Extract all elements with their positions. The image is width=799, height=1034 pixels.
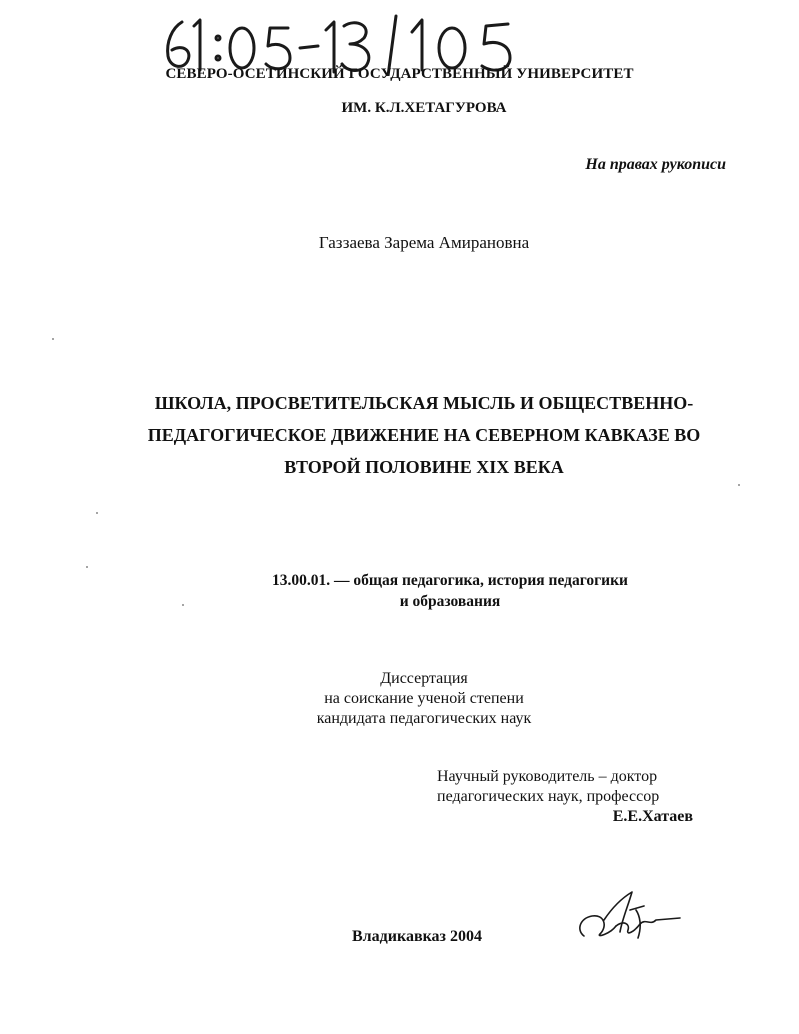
author-name: Газзаева Зарема Амирановна [318,233,530,252]
thesis-title-line-2: ПЕДАГОГИЧЕСКОЕ ДВИЖЕНИЕ НА СЕВЕРНОМ КАВКАЗЕ ВО [147,425,701,445]
degree-line-1: Диссертация [380,670,468,687]
scan-speck [86,566,88,568]
scan-speck [738,484,740,486]
degree-line-3: кандидата педагогических наук [316,710,532,727]
supervisor-line-1: Научный руководитель – доктор [437,768,658,785]
university-named-after: ИМ. К.Л.ХЕТАГУРОВА [341,100,507,116]
supervisor-name: Е.Е.Хатаев [612,808,693,825]
degree-line-2: на соискание ученой степени [324,690,524,707]
thesis-title-line-3: ВТОРОЙ ПОЛОВИНЕ XIX ВЕКА [284,457,564,477]
supervisor-line-2: педагогических наук, профессор [437,788,660,805]
specialty-line-2: и образования [399,593,501,610]
scan-speck [182,604,184,606]
specialty-line-1: 13.00.01. — общая педагогика, история педагогики [272,572,628,589]
handwritten-signature [570,880,690,950]
scan-speck [96,512,98,514]
manuscript-rights-note: На правах рукописи [585,156,726,173]
thesis-title-line-1: ШКОЛА, ПРОСВЕТИТЕЛЬСКАЯ МЫСЛЬ И ОБЩЕСТВЕННО- [154,393,694,413]
university-name: СЕВЕРО-ОСЕТИНСКИЙ ГОСУДАРСТВЕННЫЙ УНИВЕРСИТЕТ [165,66,634,82]
scan-speck [52,338,54,340]
city-and-year: Владикавказ 2004 [352,928,482,945]
